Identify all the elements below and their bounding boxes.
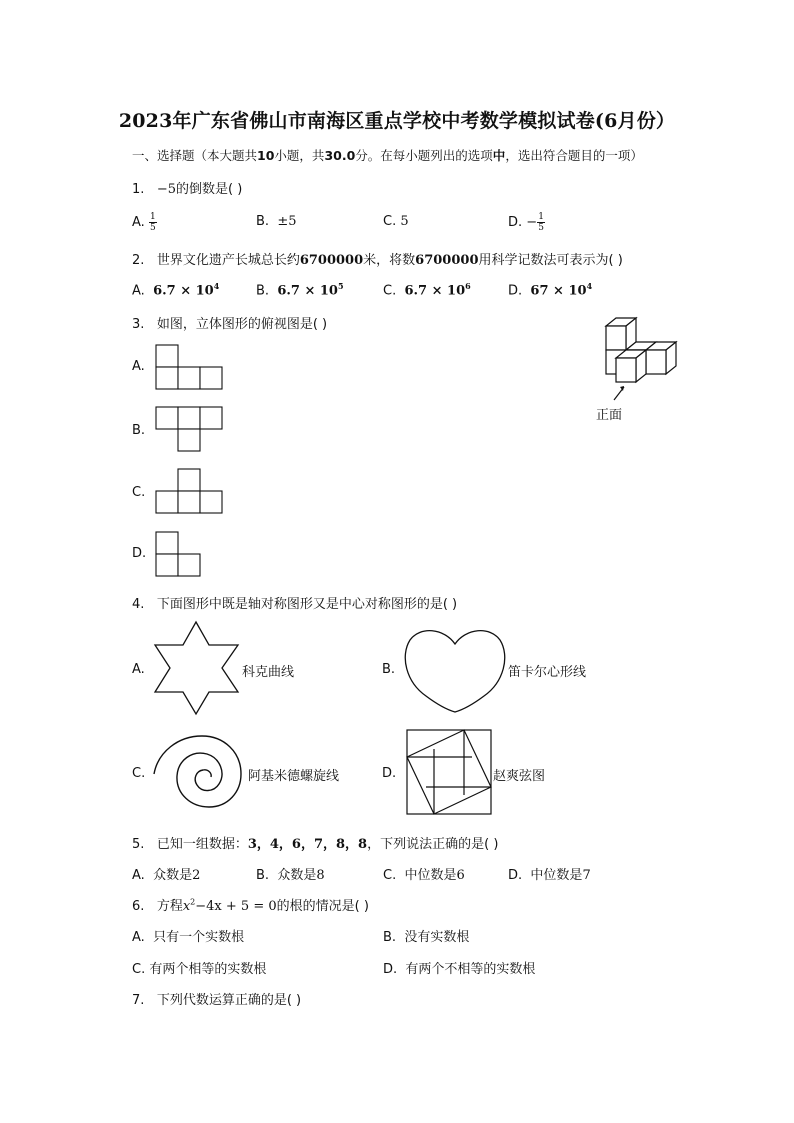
option-value: 5: [400, 214, 409, 229]
q5-text: ，下列说法正确的是( ): [367, 837, 499, 852]
q4-option-a-label: A.: [132, 662, 145, 677]
option-label: B.: [383, 930, 397, 945]
option-label: A.: [132, 930, 145, 945]
section-mid1: 小题，共: [274, 148, 325, 163]
question-1: [132, 178, 242, 197]
option-value: ±5: [277, 214, 297, 229]
fraction-numerator: 1: [538, 212, 544, 222]
question-3: [132, 313, 327, 332]
cardioid-heart-figure: [402, 624, 508, 714]
q5-number: 5.: [132, 837, 145, 852]
q2-option-c: [383, 281, 471, 298]
q6-text: 的根的情况是( ): [276, 899, 369, 914]
q3-option-b-label: B.: [132, 423, 146, 438]
option-text: 中位数是: [404, 868, 457, 883]
option-exponent: 4: [213, 281, 220, 291]
option-text: 众数是: [277, 868, 317, 883]
option-text: 有两个不相等的实数根: [405, 962, 536, 977]
option-label: D.: [383, 962, 398, 977]
q5-option-d: [508, 864, 591, 883]
q4-option-d-label: D.: [382, 766, 397, 781]
q7-number: 7.: [132, 993, 145, 1008]
q1-number: 1.: [132, 182, 145, 197]
section-zhong: 中: [492, 148, 506, 163]
q6-option-b: [383, 926, 469, 945]
q7-text: 下列代数运算正确的是( ): [156, 993, 302, 1008]
option-label: B.: [256, 868, 270, 883]
option-value: 6.7 × 10: [277, 283, 338, 299]
option-value: 7: [582, 868, 591, 883]
archimedean-spiral-figure: [148, 730, 248, 820]
q2-value: 6700000: [299, 253, 364, 268]
q5-option-c: [383, 864, 465, 883]
option-exponent: 6: [465, 281, 471, 291]
q3-text: 如图，立体图形的俯视图是( ): [156, 317, 328, 332]
option-value: 6.7 × 10: [153, 283, 214, 299]
q2-option-d: [508, 281, 592, 298]
q4-option-b-label: B.: [382, 662, 396, 677]
q1-option-c: [383, 214, 409, 229]
option-label: C.: [132, 962, 146, 977]
option-label: C.: [383, 868, 397, 883]
zhao-shuang-label: 赵爽弦图: [493, 769, 546, 784]
q4-text: 下面图形中既是轴对称图形又是中心对称图形的是( ): [156, 597, 458, 612]
q3-option-b-figure: [155, 406, 223, 452]
q6-option-d: [383, 958, 535, 977]
q3-number: 3.: [132, 317, 145, 332]
option-label: A.: [132, 283, 145, 299]
question-2: [132, 249, 623, 268]
option-text: 中位数是: [530, 868, 583, 883]
q3-option-a-figure: [155, 344, 223, 390]
spiral-label: 阿基米德螺旋线: [248, 769, 340, 784]
option-label: D.: [508, 283, 523, 299]
q5-option-b: [256, 864, 325, 883]
q6-option-a: [132, 926, 244, 945]
option-label: D.: [508, 215, 523, 230]
option-text: 只有一个实数根: [153, 930, 245, 945]
q5-text: 已知一组数据：: [156, 837, 248, 852]
option-sign: −: [526, 215, 538, 230]
q2-text: 世界文化遗产长城总长约: [156, 253, 300, 268]
cardioid-label: 笛卡尔心形线: [508, 665, 587, 680]
q1-option-b: [256, 214, 297, 229]
q2-value: 6700000: [415, 253, 479, 268]
section-mid2: 分。在每小题列出的选项: [355, 148, 493, 163]
q2-text: 米，将数: [363, 253, 416, 268]
q3-option-d-figure: [155, 531, 201, 577]
option-value: 2: [192, 868, 201, 883]
q4-option-c-label: C.: [132, 766, 146, 781]
option-text: 没有实数根: [404, 930, 470, 945]
question-5: [132, 833, 498, 852]
question-7: [132, 989, 301, 1008]
front-label: 正面: [596, 408, 623, 423]
question-4: [132, 593, 457, 612]
q2-number: 2.: [132, 253, 145, 268]
fraction-numerator: 1: [149, 212, 156, 222]
q6-text: 方程: [156, 899, 183, 914]
q2-option-b: [256, 281, 344, 298]
hexagram-star-figure: [152, 620, 242, 716]
option-value: 6: [456, 868, 465, 883]
option-exponent: 4: [586, 281, 593, 291]
option-value: 67 × 10: [530, 283, 587, 299]
q2-option-a: [132, 281, 219, 298]
zhao-shuang-diagram-figure: [406, 729, 492, 815]
option-value: 6.7 × 10: [404, 283, 466, 299]
page-title: 2023年广东省佛山市南海区重点学校中考数学模拟试卷(6月份）: [118, 110, 676, 132]
option-label: B.: [256, 214, 270, 229]
section-header: [132, 146, 643, 164]
q1-option-d: [508, 212, 545, 233]
option-label: D.: [508, 868, 523, 883]
section-suffix: ，选出符合题目的一项）: [505, 148, 643, 163]
koch-curve-label: 科克曲线: [242, 665, 295, 680]
option-label: B.: [256, 283, 270, 299]
option-text: 众数是: [153, 868, 193, 883]
fraction-denominator: 5: [538, 223, 544, 233]
option-value: 8: [316, 868, 325, 883]
fraction-denominator: 5: [149, 223, 156, 233]
q4-number: 4.: [132, 597, 145, 612]
question-6: [132, 895, 369, 914]
q6-number: 6.: [132, 899, 145, 914]
q6-option-c: [132, 958, 266, 977]
section-score: 30.0: [324, 148, 356, 163]
option-exponent: 5: [337, 281, 344, 291]
q5-data: 3，4，6，7，8，8: [247, 837, 368, 852]
q3-option-d-label: D.: [132, 546, 147, 561]
option-label: C.: [383, 283, 397, 299]
equation-rest: −4x + 5 = 0: [195, 899, 277, 914]
q1-text: 的倒数是( ): [175, 182, 243, 197]
option-label: C.: [383, 214, 397, 229]
option-text: 有两个相等的实数根: [149, 962, 267, 977]
section-count: 10: [257, 148, 275, 163]
fraction: [537, 212, 545, 233]
q5-option-a: [132, 864, 200, 883]
q2-text: 用科学记数法可表示为( ): [478, 253, 623, 268]
option-label: A.: [132, 215, 145, 230]
fraction: [149, 212, 157, 233]
q1-option-a: [132, 212, 157, 233]
q3-option-c-figure: [155, 468, 223, 514]
q3-option-a-label: A.: [132, 359, 145, 374]
equation-variable: x: [182, 899, 191, 914]
q3-option-c-label: C.: [132, 485, 146, 500]
q1-math: −5: [156, 182, 176, 197]
section-prefix: 一、选择题（本大题共: [132, 148, 258, 163]
equation-exponent: 2: [190, 897, 196, 907]
option-label: A.: [132, 868, 145, 883]
